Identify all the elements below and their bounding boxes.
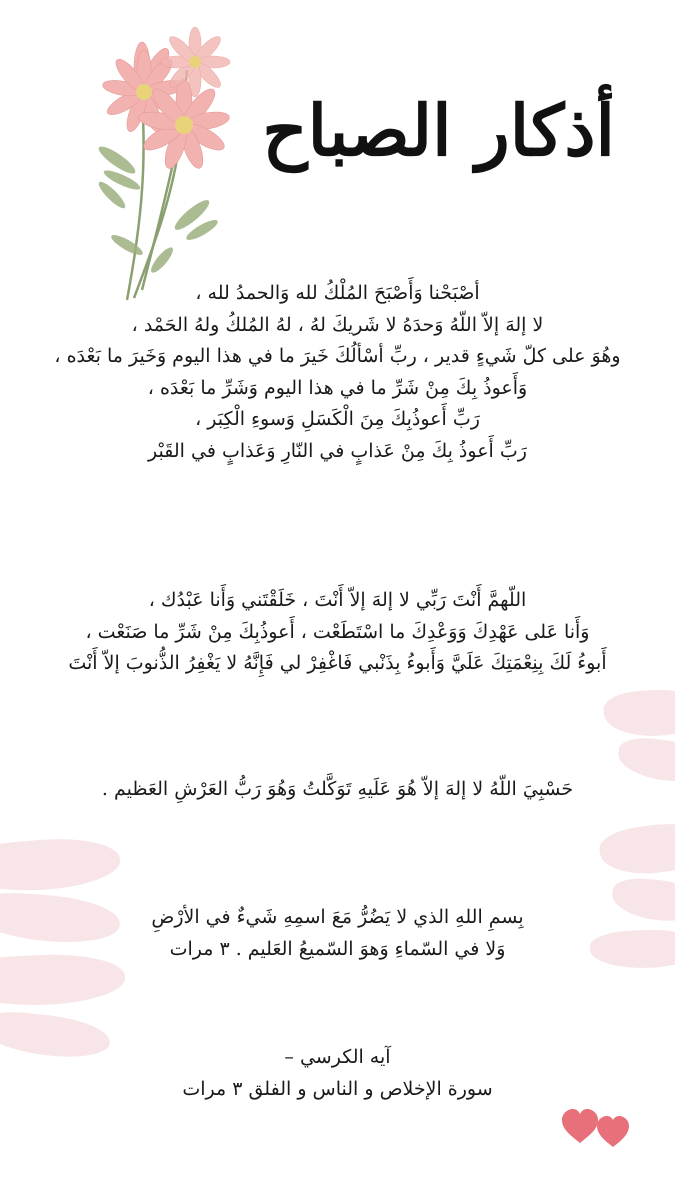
page-title: أذكار الصباح xyxy=(262,89,615,172)
text-line: أصْبَحْنا وَأَصْبَحَ المُلْكُ لله وَالحمدُ لله ، xyxy=(195,282,480,304)
text-line: وَلا في السّماءِ وَهوَ السّميعُ العَليم . ٣ مرات xyxy=(169,937,506,960)
text-line: اللّهمَّ أَنْتَ رَبِّي لا إلهَ إلاّ أَنْتَ ، خَلَقْتَني وَأَنا عَبْدُك ، xyxy=(148,589,527,611)
dhikr-section-4 xyxy=(20,902,655,965)
flower-bouquet-icon xyxy=(92,20,242,310)
text-line: بِسمِ اللهِ الذي لا يَضُرُّ مَعَ اسمِهِ شَيءٌ في الأرْضِ xyxy=(151,906,524,928)
text-line: وَأَنا عَلى عَهْدِكَ وَوَعْدِكَ ما اسْتَطَعْت ، أَعوذُبِكَ مِنْ شَرِّ ما صَنَعْت ، xyxy=(85,620,590,643)
dhikr-section-1 xyxy=(20,278,655,467)
pink-brush-stroke xyxy=(603,687,675,740)
pink-brush-stroke xyxy=(597,818,675,881)
hearts-icon xyxy=(560,1105,635,1150)
text-line: رَبِّ أَعوذُ بِكَ مِنْ عَذابٍ في النّارِ وَعَذابٍ في القَبْر xyxy=(148,439,527,462)
text-line: أَبوءُ لَكَ بِنِعْمَتِكَ عَلَيَّ وَأَبوءُ بِذَنْبي فَاغْفِرْ لي فَإِنَّهُ لا يَغْفِرُ الذُّنوبَ إلاّ أَنْتَ xyxy=(68,652,607,674)
text-line: حَسْبِيَ اللّهُ لا إلهَ إلاّ هُوَ عَلَيهِ تَوَكَّلتُ وَهُوَ رَبُّ العَرْشِ العَظيم . xyxy=(101,778,574,800)
dhikr-section-2 xyxy=(20,585,655,680)
text-line: آيه الكرسي – xyxy=(284,1046,391,1068)
pink-brush-stroke xyxy=(0,833,122,897)
text-line: وهُوَ على كلّ شَيءٍ قدير ، ربِّ أسْألُكَ خَيرَ ما في هذا اليوم وَخَيرَ ما بَعْدَه ، xyxy=(54,345,621,367)
text-line: لا إلهَ إلاّ اللّهُ وَحدَهُ لا شَريكَ لهُ ، لهُ المُلكُ ولهُ الحَمْد ، xyxy=(131,313,544,336)
dhikr-section-5 xyxy=(20,1042,655,1105)
text-line: وَأَعوذُ بِكَ مِنْ شَرِّ ما في هذا اليوم وَشَرِّ ما بَعْدَه ، xyxy=(147,376,528,399)
text-line: رَبِّ أَعوذُبِكَ مِنَ الْكَسَلِ وَسوءِ الْكِبَر ، xyxy=(195,408,480,430)
text-line: سورة الإخلاص و الناس و الفلق ٣ مرات xyxy=(182,1077,493,1100)
dhikr-section-3 xyxy=(20,774,655,806)
